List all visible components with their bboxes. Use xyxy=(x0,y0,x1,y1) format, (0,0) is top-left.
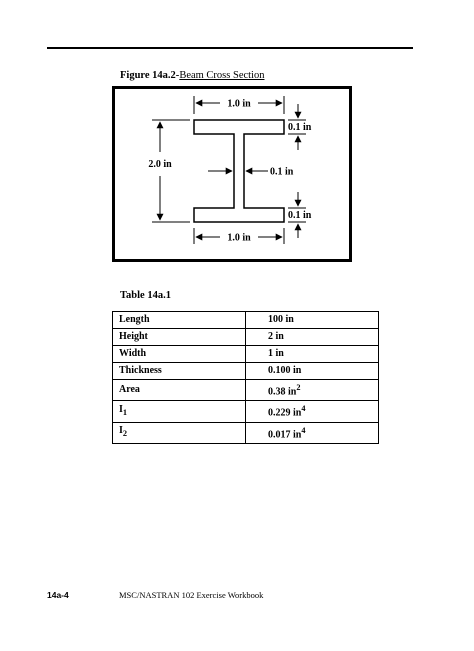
properties-table xyxy=(112,311,379,444)
table-row xyxy=(113,363,379,380)
inertia-symbol: I xyxy=(119,403,123,415)
inertia-symbol: I xyxy=(119,425,123,437)
table-row xyxy=(113,329,379,346)
table-row xyxy=(113,312,379,329)
property-name xyxy=(113,422,246,443)
value-number: 0.017 in xyxy=(268,428,302,440)
property-value: 0.100 in xyxy=(246,363,379,380)
bottom-flange-thickness-label: 0.1 in xyxy=(288,210,312,221)
property-name: Length xyxy=(113,312,246,329)
inertia-subscript: 2 xyxy=(122,429,128,439)
table-row xyxy=(113,346,379,363)
top-flange-thickness-label: 0.1 in xyxy=(288,122,312,133)
footer-book-title: MSC/NASTRAN 102 Exercise Workbook xyxy=(119,590,264,600)
property-value xyxy=(246,422,379,443)
property-value xyxy=(246,380,379,401)
property-name: Area xyxy=(113,380,246,401)
value-number: 0.38 in xyxy=(268,386,297,398)
page-number: 14a-4 xyxy=(47,590,69,600)
web-thickness-label: 0.1 in xyxy=(270,166,294,178)
height-label: 2.0 in xyxy=(148,159,172,170)
table-row xyxy=(113,380,379,401)
value-exponent: 4 xyxy=(301,404,306,414)
beam-cross-section-figure xyxy=(112,86,352,262)
table-caption: Table 14a.1 xyxy=(120,290,171,301)
table-row xyxy=(113,401,379,422)
property-name: Width xyxy=(113,346,246,363)
property-value xyxy=(246,401,379,422)
top-width-label: 1.0 in xyxy=(227,98,251,110)
property-name: Height xyxy=(113,329,246,346)
figure-title: Beam Cross Section xyxy=(179,70,265,81)
value-number: 0.229 in xyxy=(268,407,302,419)
property-value: 2 in xyxy=(246,329,379,346)
value-exponent: 2 xyxy=(296,383,301,392)
property-value: 1 in xyxy=(246,346,379,363)
property-value: 100 in xyxy=(246,312,379,329)
inertia-subscript: 1 xyxy=(122,407,128,417)
header-rule xyxy=(47,47,413,49)
property-name xyxy=(113,401,246,422)
figure-label: Figure 14a.2- xyxy=(120,70,180,81)
table-row xyxy=(113,422,379,443)
value-exponent: 4 xyxy=(301,425,306,435)
bottom-width-label: 1.0 in xyxy=(227,232,251,244)
beam-diagram xyxy=(112,86,352,262)
property-name: Thickness xyxy=(113,363,246,380)
figure-caption xyxy=(120,70,264,81)
